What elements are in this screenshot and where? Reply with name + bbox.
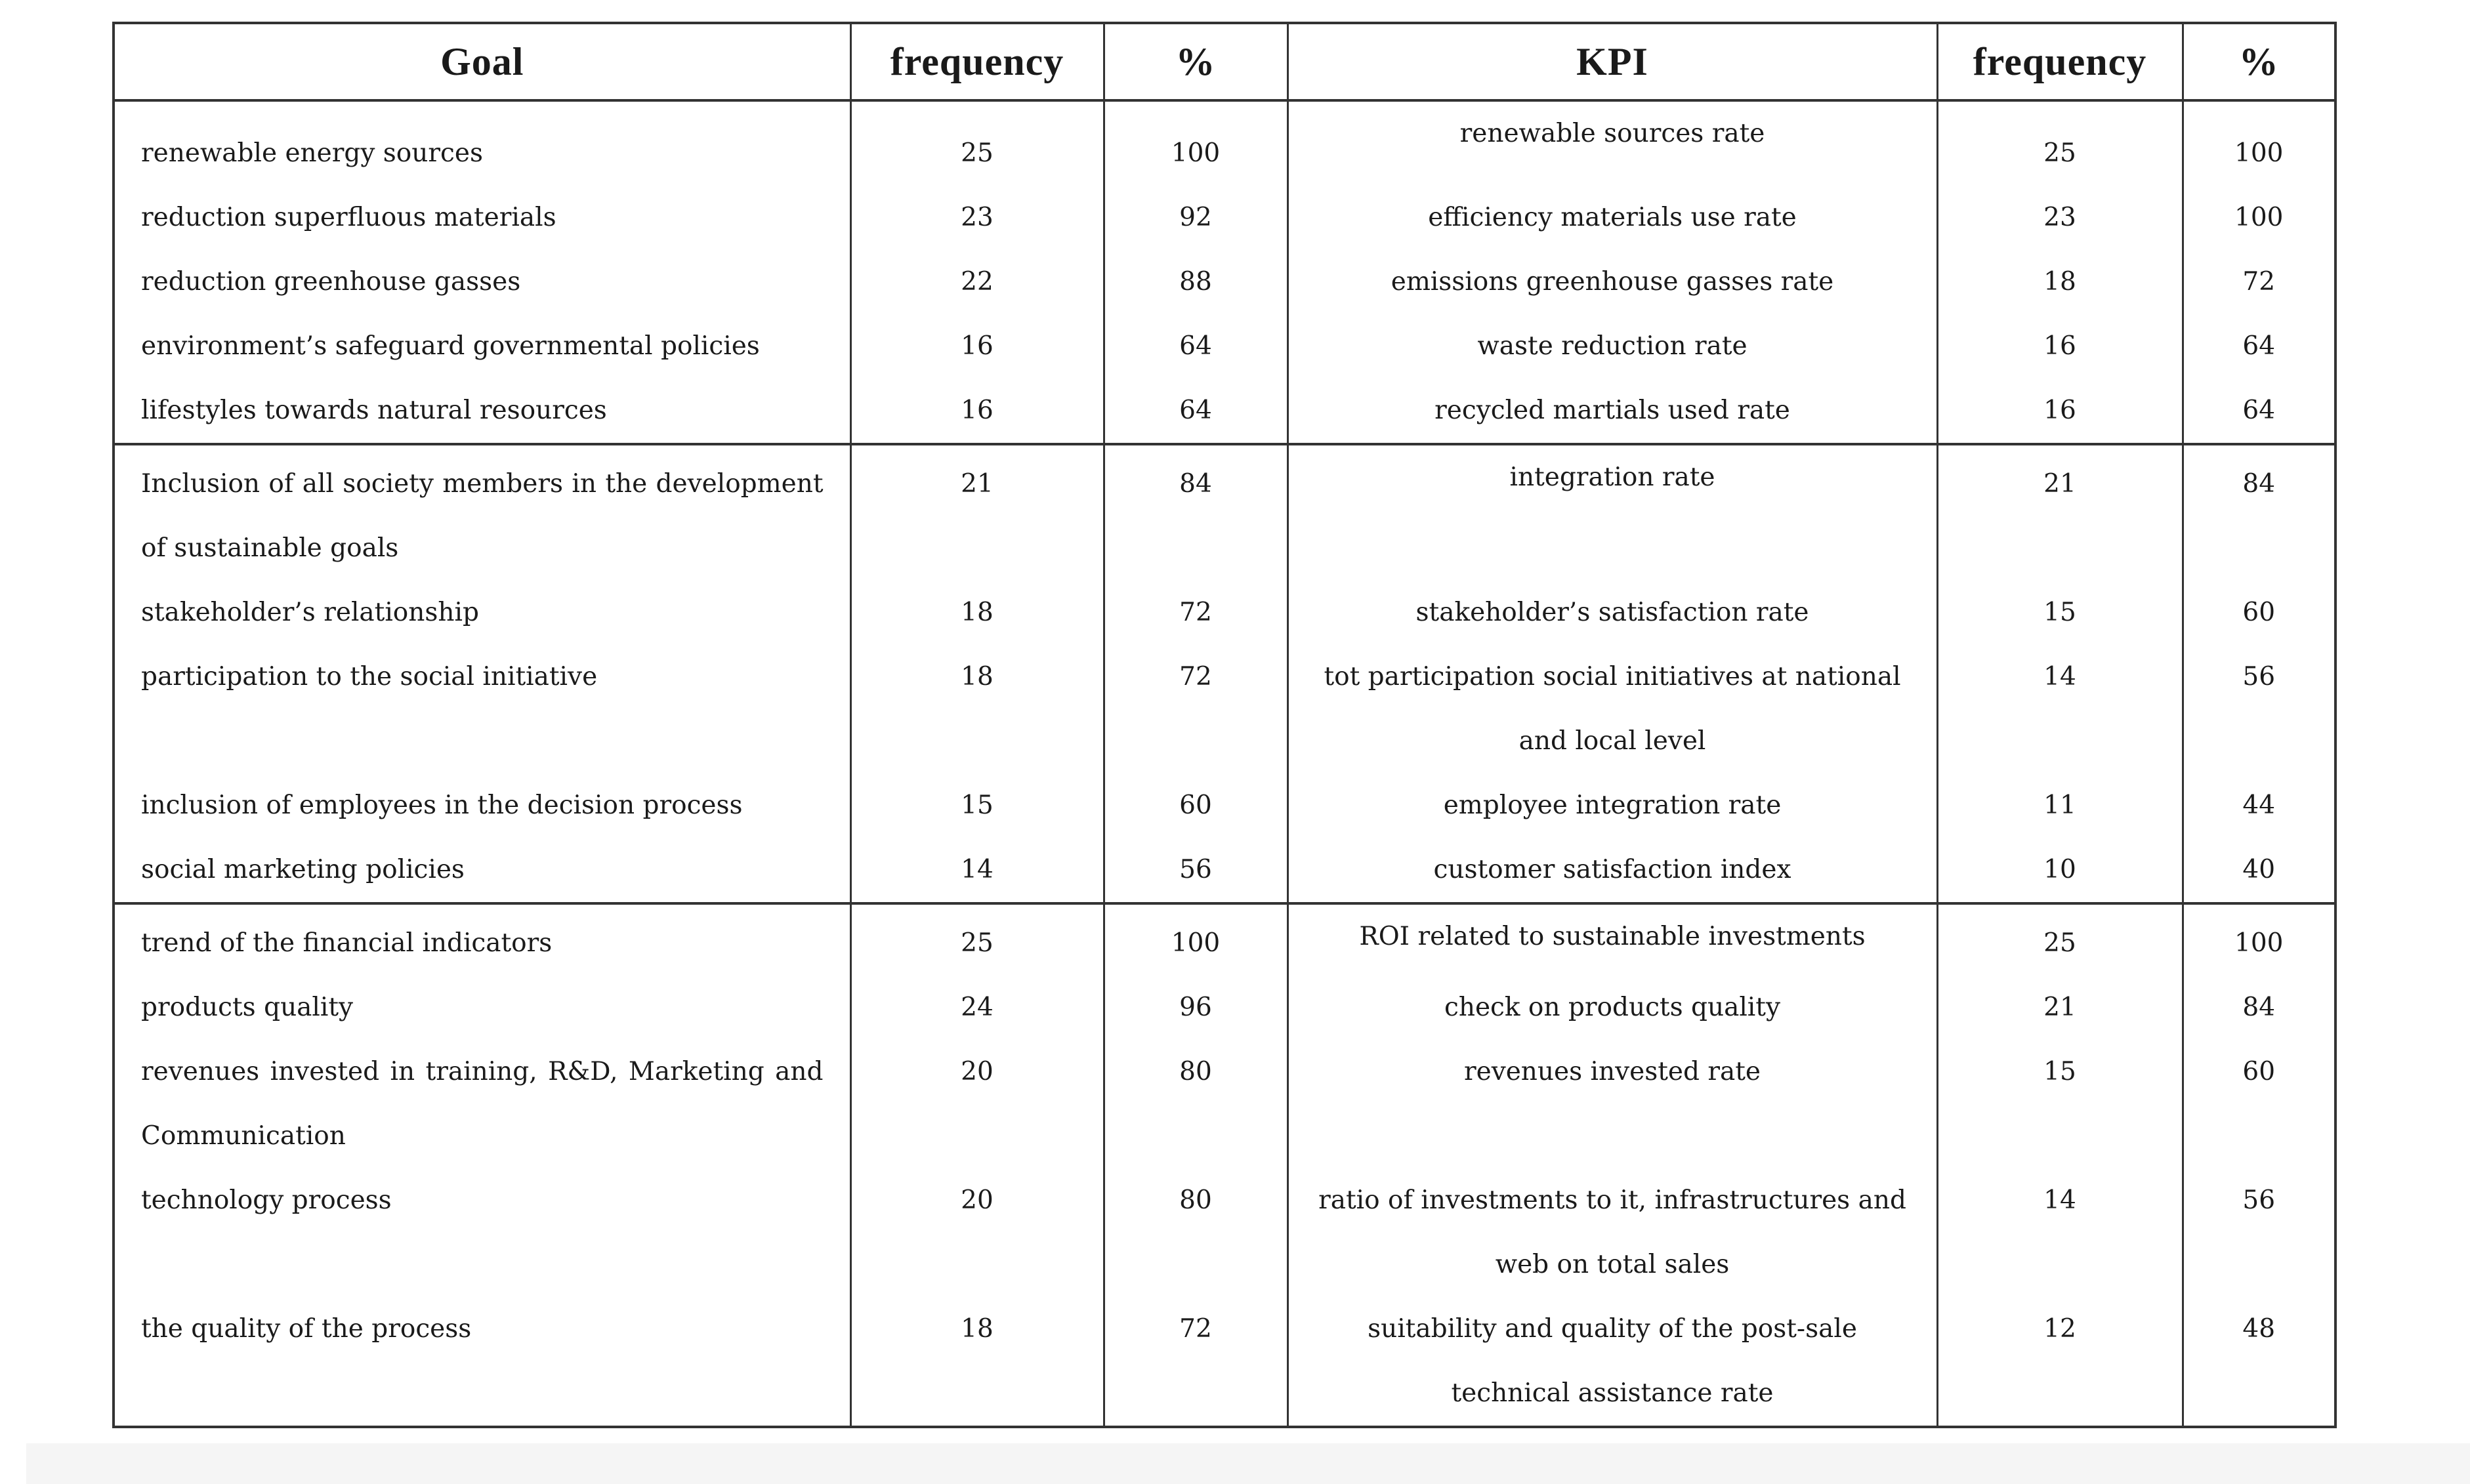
goal-frequency-header: frequency bbox=[850, 23, 1104, 100]
kpi-cell: renewable sources rate bbox=[1287, 100, 1937, 186]
table-row bbox=[114, 100, 2335, 186]
kpi-cell: emissions greenhouse gasses rate bbox=[1287, 250, 1937, 314]
table-row bbox=[114, 773, 2335, 838]
kpi-frequency-cell: 15 bbox=[1937, 1040, 2183, 1168]
kpi-frequency-cell: 16 bbox=[1937, 314, 2183, 379]
goal-frequency-cell: 18 bbox=[850, 645, 1104, 773]
kpi-frequency-cell: 21 bbox=[1937, 444, 2183, 581]
goal-cell: products quality bbox=[114, 976, 850, 1040]
kpi-cell: stakeholder’s satisfaction rate bbox=[1287, 581, 1937, 645]
kpi-percent-cell: 40 bbox=[2183, 838, 2335, 903]
goal-percent-cell: 96 bbox=[1104, 976, 1287, 1040]
kpi-cell: suitability and quality of the post-sale technical assistance rate bbox=[1287, 1297, 1937, 1427]
goal-percent-cell: 72 bbox=[1104, 581, 1287, 645]
kpi-frequency-header: frequency bbox=[1937, 23, 2183, 100]
kpi-frequency-cell: 23 bbox=[1937, 186, 2183, 250]
kpi-cell: efficiency materials use rate bbox=[1287, 186, 1937, 250]
kpi-cell: waste reduction rate bbox=[1287, 314, 1937, 379]
goal-cell: reduction superfluous materials bbox=[114, 186, 850, 250]
goal-frequency-cell: 21 bbox=[850, 444, 1104, 581]
goal-percent-cell: 72 bbox=[1104, 1297, 1287, 1427]
table-row bbox=[114, 838, 2335, 903]
goal-cell: stakeholder’s relationship bbox=[114, 581, 850, 645]
goal-frequency-cell: 22 bbox=[850, 250, 1104, 314]
goal-cell: social marketing policies bbox=[114, 838, 850, 903]
goal-frequency-cell: 25 bbox=[850, 100, 1104, 186]
kpi-percent-cell: 56 bbox=[2183, 1168, 2335, 1297]
kpi-percent-cell: 64 bbox=[2183, 379, 2335, 444]
goal-percent-cell: 88 bbox=[1104, 250, 1287, 314]
table-row bbox=[114, 186, 2335, 250]
goal-percent-cell: 92 bbox=[1104, 186, 1287, 250]
goal-cell: technology process bbox=[114, 1168, 850, 1297]
kpi-percent-cell: 100 bbox=[2183, 100, 2335, 186]
kpi-cell: recycled martials used rate bbox=[1287, 379, 1937, 444]
kpi-cell: tot participation social initiatives at national and local level bbox=[1287, 645, 1937, 773]
kpi-cell: revenues invested rate bbox=[1287, 1040, 1937, 1168]
goal-percent-cell: 72 bbox=[1104, 645, 1287, 773]
goal-frequency-cell: 23 bbox=[850, 186, 1104, 250]
kpi-cell: check on products quality bbox=[1287, 976, 1937, 1040]
table-row bbox=[114, 250, 2335, 314]
kpi-percent-cell: 100 bbox=[2183, 186, 2335, 250]
goal-cell: trend of the financial indicators bbox=[114, 903, 850, 976]
goal-frequency-cell: 24 bbox=[850, 976, 1104, 1040]
goal-frequency-cell: 16 bbox=[850, 379, 1104, 444]
kpi-frequency-cell: 10 bbox=[1937, 838, 2183, 903]
goal-percent-cell: 56 bbox=[1104, 838, 1287, 903]
kpi-cell: employee integration rate bbox=[1287, 773, 1937, 838]
table-row bbox=[114, 1297, 2335, 1427]
kpi-frequency-cell: 25 bbox=[1937, 903, 2183, 976]
kpi-frequency-cell: 16 bbox=[1937, 379, 2183, 444]
goal-frequency-cell: 20 bbox=[850, 1040, 1104, 1168]
kpi-frequency-cell: 15 bbox=[1937, 581, 2183, 645]
goal-percent-cell: 64 bbox=[1104, 314, 1287, 379]
table-row bbox=[114, 645, 2335, 773]
kpi-percent-cell: 72 bbox=[2183, 250, 2335, 314]
kpi-percent-cell: 84 bbox=[2183, 444, 2335, 581]
kpi-percent-header: % bbox=[2183, 23, 2335, 100]
table-row bbox=[114, 903, 2335, 976]
table-row bbox=[114, 444, 2335, 581]
table-row bbox=[114, 1168, 2335, 1297]
kpi-frequency-cell: 11 bbox=[1937, 773, 2183, 838]
goal-cell: the quality of the process bbox=[114, 1297, 850, 1427]
kpi-frequency-cell: 14 bbox=[1937, 1168, 2183, 1297]
kpi-percent-cell: 56 bbox=[2183, 645, 2335, 773]
kpi-cell: integration rate bbox=[1287, 444, 1937, 581]
kpi-frequency-cell: 21 bbox=[1937, 976, 2183, 1040]
goal-frequency-cell: 15 bbox=[850, 773, 1104, 838]
kpi-frequency-cell: 14 bbox=[1937, 645, 2183, 773]
goal-frequency-cell: 20 bbox=[850, 1168, 1104, 1297]
kpi-percent-cell: 64 bbox=[2183, 314, 2335, 379]
kpi-percent-cell: 60 bbox=[2183, 581, 2335, 645]
goal-frequency-cell: 18 bbox=[850, 1297, 1104, 1427]
kpi-cell: customer satisfaction index bbox=[1287, 838, 1937, 903]
goal-percent-cell: 100 bbox=[1104, 100, 1287, 186]
kpi-frequency-cell: 18 bbox=[1937, 250, 2183, 314]
table-row bbox=[114, 314, 2335, 379]
goal-frequency-cell: 16 bbox=[850, 314, 1104, 379]
goal-cell: lifestyles towards natural resources bbox=[114, 379, 850, 444]
kpi-frequency-cell: 12 bbox=[1937, 1297, 2183, 1427]
goal-percent-cell: 80 bbox=[1104, 1168, 1287, 1297]
table-row bbox=[114, 1040, 2335, 1168]
goal-percent-cell: 60 bbox=[1104, 773, 1287, 838]
goal-cell: Inclusion of all society members in the development of sustainable goals bbox=[114, 444, 850, 581]
goal-cell: inclusion of employees in the decision process bbox=[114, 773, 850, 838]
kpi-cell: ratio of investments to it, infrastructures and web on total sales bbox=[1287, 1168, 1937, 1297]
kpi-frequency-cell: 25 bbox=[1937, 100, 2183, 186]
goal-percent-cell: 64 bbox=[1104, 379, 1287, 444]
goal-cell: participation to the social initiative bbox=[114, 645, 850, 773]
goal-cell: revenues invested in training, R&D, Marketing and Communication bbox=[114, 1040, 850, 1168]
bottom-band bbox=[26, 1443, 2470, 1484]
goal-cell: renewable energy sources bbox=[114, 100, 850, 186]
goal-frequency-cell: 18 bbox=[850, 581, 1104, 645]
kpi-percent-cell: 84 bbox=[2183, 976, 2335, 1040]
kpi-percent-cell: 48 bbox=[2183, 1297, 2335, 1427]
goal-percent-header: % bbox=[1104, 23, 1287, 100]
goal-percent-cell: 80 bbox=[1104, 1040, 1287, 1168]
kpi-percent-cell: 44 bbox=[2183, 773, 2335, 838]
goal-cell: environment’s safeguard governmental policies bbox=[114, 314, 850, 379]
goal-frequency-cell: 25 bbox=[850, 903, 1104, 976]
goals-kpi-table bbox=[112, 22, 2337, 1428]
kpi-percent-cell: 100 bbox=[2183, 903, 2335, 976]
kpi-percent-cell: 60 bbox=[2183, 1040, 2335, 1168]
table-row bbox=[114, 976, 2335, 1040]
kpi-header: KPI bbox=[1287, 23, 1937, 100]
header-row bbox=[114, 23, 2335, 100]
kpi-cell: ROI related to sustainable investments bbox=[1287, 903, 1937, 976]
table-row bbox=[114, 379, 2335, 444]
goal-frequency-cell: 14 bbox=[850, 838, 1104, 903]
table-row bbox=[114, 581, 2335, 645]
goal-cell: reduction greenhouse gasses bbox=[114, 250, 850, 314]
goal-header: Goal bbox=[114, 23, 850, 100]
goal-percent-cell: 100 bbox=[1104, 903, 1287, 976]
goal-percent-cell: 84 bbox=[1104, 444, 1287, 581]
